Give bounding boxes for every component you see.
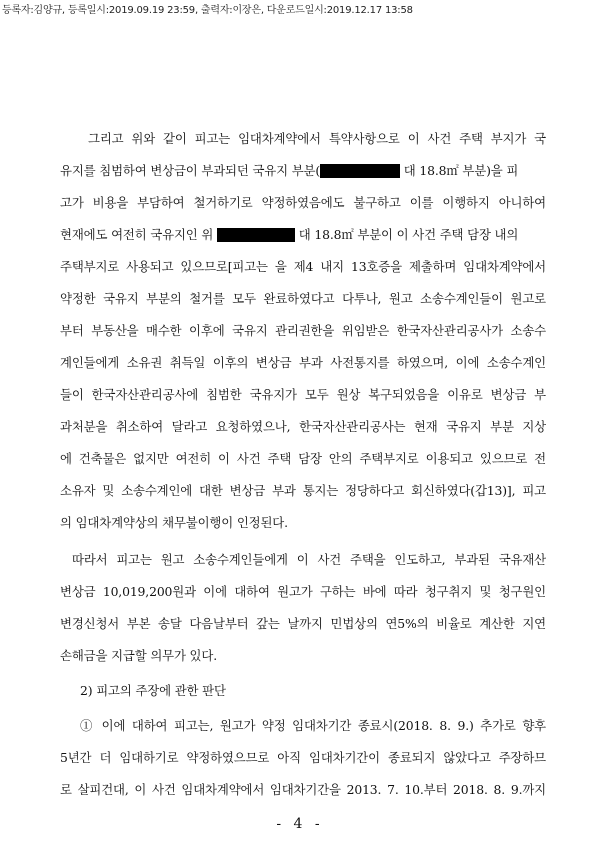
- redaction-box: [320, 164, 400, 178]
- body-text-line: ① 이에 대하여 피고는, 원고가 약정 임대차기간 종료시(2018. 8. 9.) 추가로 향후: [80, 718, 546, 733]
- body-text-line: 로 살피건대, 이 사건 임대차계약에서 임대차기간을 2013. 7. 10.부터 2018. 8. 9.까지: [60, 782, 546, 797]
- section-heading: 2) 피고의 주장에 관한 판단: [80, 683, 226, 698]
- body-text-line: 따라서 피고는 원고 소송수계인들에게 이 사건 주택을 인도하고, 부과된 국유재산: [72, 552, 546, 567]
- body-text-line: [60, 163, 546, 179]
- body-text-line: 그리고 위와 같이 피고는 임대차계약에서 특약사항으로 이 사건 주택 부지가 국: [88, 131, 546, 146]
- body-text-line: 변상금 10,019,200원과 이에 대하여 원고가 구하는 바에 따라 청구취지 및 청구원인: [60, 584, 546, 599]
- body-text-line: 에 건축물은 없지만 여전히 이 사건 주택 담장 안의 주택부지로 이용되고 있으므로 전: [60, 451, 546, 466]
- text-segment: 대 18.8㎡ 부분)을 피: [400, 163, 519, 178]
- body-text-line: 주택부지로 사용되고 있으므로[피고는 을 제4 내지 13호증을 제출하며 임대차계약에서: [60, 259, 546, 274]
- page-number: - 4 -: [276, 816, 324, 832]
- body-text-line: 고가 비용을 부담하여 철거하기로 약정하였음에도 불구하고 이를 이행하지 아니하여: [60, 195, 546, 210]
- body-text-line: 5년간 더 임대하기로 약정하였으므로 아직 임대차기간이 종료되지 않았다고 주장하므: [60, 750, 546, 765]
- body-text-line: 부터 부동산을 매수한 이후에 국유지 관리권한을 위임받은 한국자산관리공사가 소송수: [60, 323, 546, 338]
- body-text-line: 들이 한국자산관리공사에 침범한 국유지가 모두 원상 복구되었음을 이유로 변상금 부: [60, 387, 546, 402]
- body-text-line: 약정한 국유지 부분의 철거를 모두 완료하였다고 다투나, 원고 소송수계인들이 원고로: [60, 291, 546, 306]
- text-segment: 현재에도 여전히 국유지인 위: [60, 227, 217, 242]
- body-text-line: [60, 227, 546, 243]
- body-text-line: 의 임대차계약상의 채무불이행이 인정된다.: [60, 515, 288, 530]
- text-segment: 유지를 침범하여 변상금이 부과되던 국유지 부분(: [60, 163, 321, 178]
- body-text-line: 과처분을 취소하여 달라고 요청하였으나, 한국자산관리공사는 현재 국유지 부분 지상: [60, 419, 546, 434]
- text-segment: 대 18.8㎡ 부분이 이 사건 주택 담장 내의: [295, 227, 519, 242]
- redaction-box: [217, 228, 295, 242]
- body-text-line: 계인들에게 소유권 취득일 이후의 변상금 부과 사전통지를 하였으며, 이에 소송수계인: [60, 355, 546, 370]
- body-text-line: 소유자 및 소송수계인에 대한 변상금 부과 통지는 정당하다고 회신하였다(갑13)], 피고: [60, 483, 546, 498]
- download-watermark-header: 등록자:김양규, 등록일시:2019.09.19 23:59, 출력자:이장은, 다운로드일시:2019.12.17 13:58: [2, 5, 413, 16]
- body-text-line: 손해금을 지급할 의무가 있다.: [60, 648, 217, 663]
- body-text-line: 변경신청서 부본 송달 다음날부터 갚는 날까지 민법상의 연5%의 비율로 계산한 지연: [60, 616, 547, 631]
